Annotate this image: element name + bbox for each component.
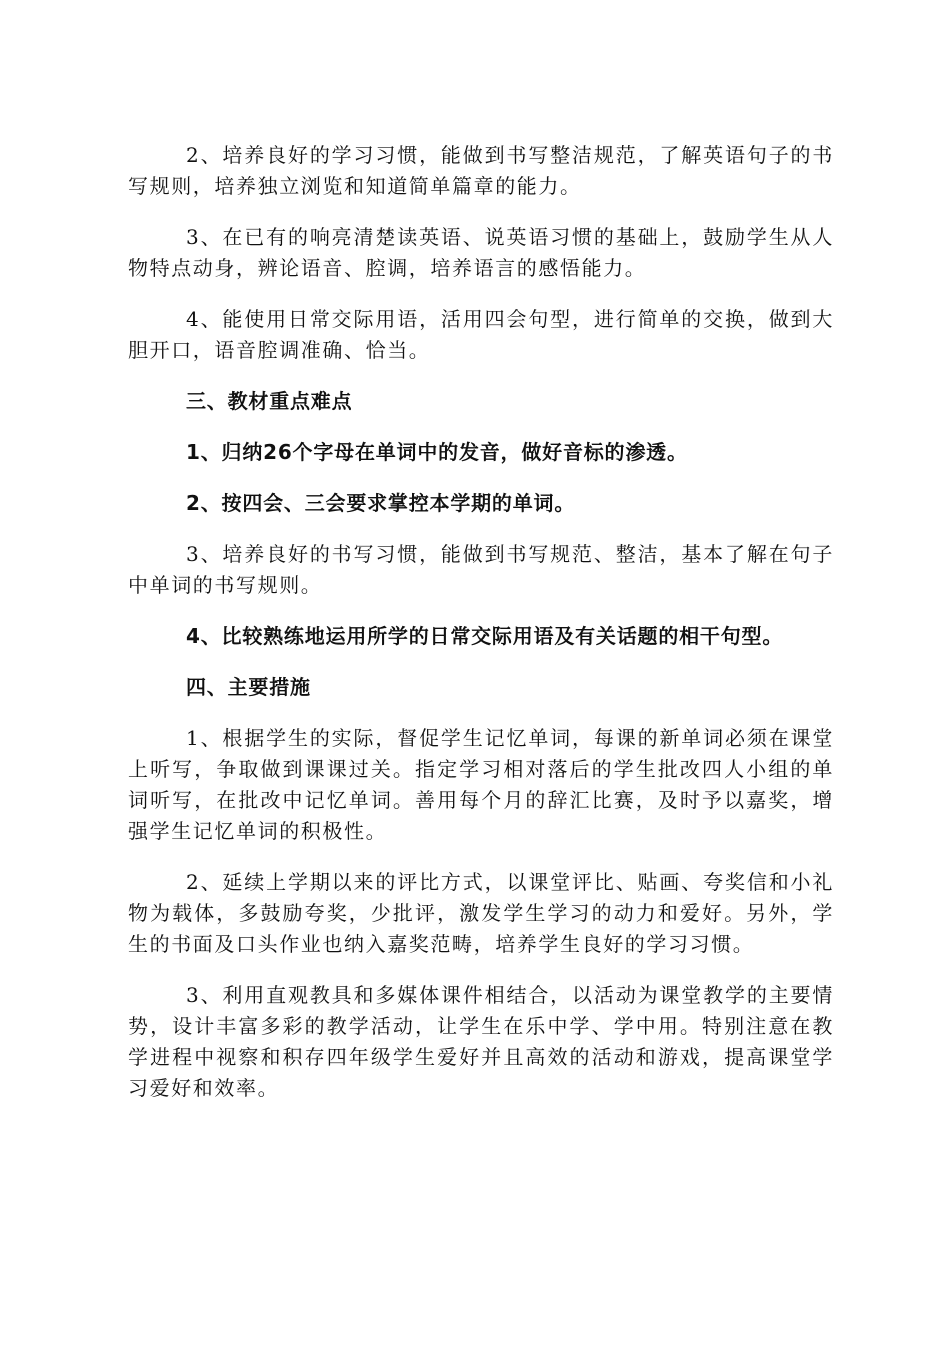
paragraph-goal-3: 3、在已有的响亮清楚读英语、说英语习惯的基础上，鼓励学生从人物特点动身，辨论语音、腔调，培养语言的感悟能力。	[128, 225, 834, 280]
paragraph-measure-2: 2、延续上学期以来的评比方式，以课堂评比、贴画、夸奖信和小礼物为载体，多鼓励夸奖，少批评，激发学生学习的动力和爱好。另外，学生的书面及口头作业也纳入嘉奖范畴，培养学生良好的学习习惯。	[128, 870, 834, 956]
paragraph-key-point-2: 2、按四会、三会要求掌控本学期的单词。	[186, 491, 576, 515]
paragraph-measure-1: 1、根据学生的实际，督促学生记忆单词，每课的新单词必须在课堂上听写，争取做到课课过关。指定学习相对落后的学生批改四人小组的单词听写，在批改中记忆单词。善用每个月的辞汇比赛，及时予以嘉奖，增强学生记忆单词的积极性。	[128, 726, 834, 843]
section-heading-key-points: 三、教材重点难点	[186, 389, 353, 413]
paragraph-goal-4: 4、能使用日常交际用语，活用四会句型，进行简单的交换，做到大胆开口，语音腔调准确、恰当。	[128, 307, 834, 362]
paragraph-key-point-3: 3、培养良好的书写习惯，能做到书写规范、整洁，基本了解在句子中单词的书写规则。	[128, 542, 834, 597]
section-heading-measures: 四、主要措施	[186, 675, 311, 699]
document-body	[128, 140, 834, 1124]
paragraph-key-point-1: 1、归纳26个字母在单词中的发音，做好音标的渗透。	[186, 440, 688, 464]
paragraph-goal-2: 2、培养良好的学习习惯，能做到书写整洁规范，了解英语句子的书写规则，培养独立浏览和知道简单篇章的能力。	[128, 143, 834, 198]
paragraph-key-point-4: 4、比较熟练地运用所学的日常交际用语及有关话题的相干句型。	[186, 624, 784, 648]
paragraph-measure-3: 3、利用直观教具和多媒体课件相结合，以活动为课堂教学的主要情势，设计丰富多彩的教学活动，让学生在乐中学、学中用。特别注意在教学进程中视察和积存四年级学生爱好并且高效的活动和游戏，提高课堂学习爱好和效率。	[128, 983, 834, 1100]
